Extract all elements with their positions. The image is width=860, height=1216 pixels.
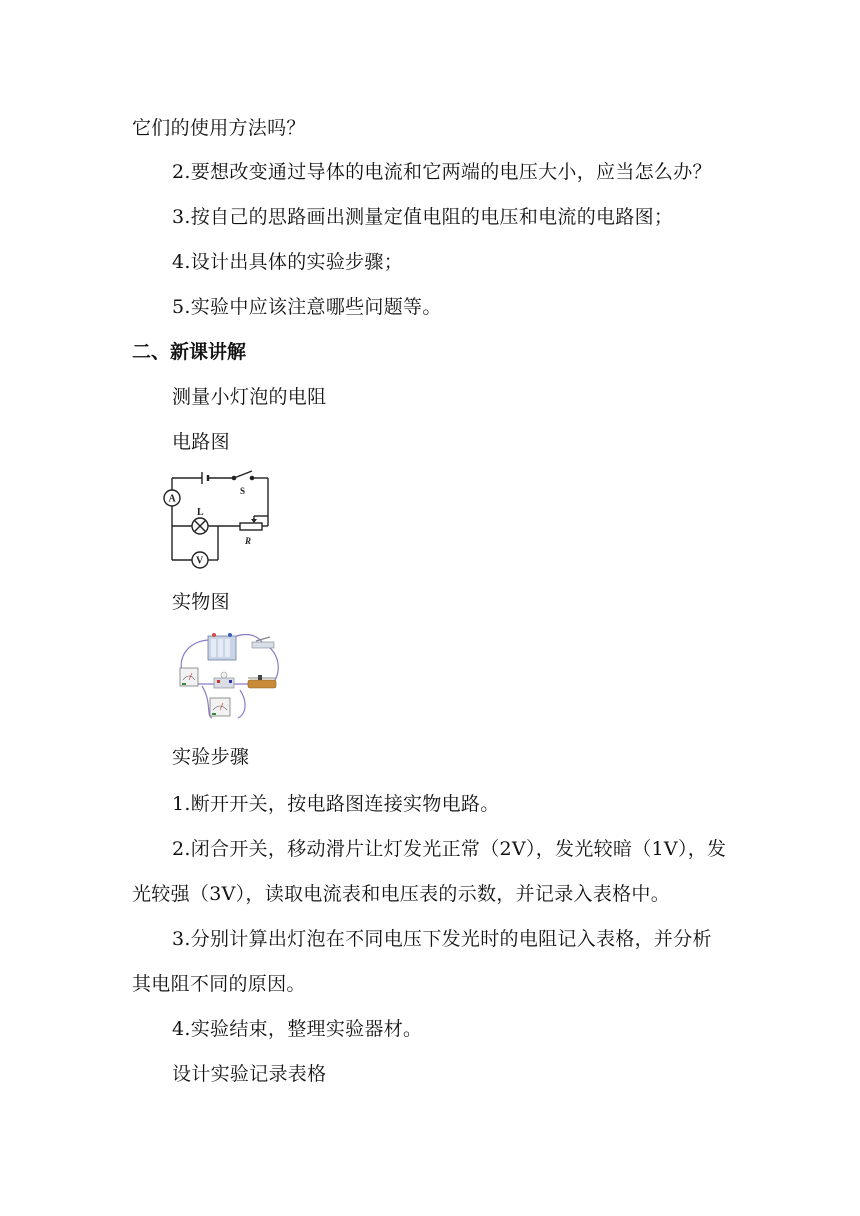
switch-icon	[252, 637, 274, 648]
circuit-caption: 电路图	[172, 431, 230, 453]
rheostat-label: R	[245, 536, 252, 546]
switch-label: S	[240, 486, 246, 496]
step-3-line-1: 3.分别计算出灯泡在不同电压下发光时的电阻记入表格，并分析	[172, 928, 712, 950]
physical-caption: 实物图	[172, 591, 230, 613]
wire-5	[238, 690, 245, 718]
lesson-topic: 测量小灯泡的电阻	[172, 386, 327, 408]
step-2-line-2: 光较强（3V），读取电流表和电压表的示数，并记录入表格中。	[132, 883, 671, 905]
step-2-line-1: 2.闭合开关，移动滑片让灯发光正常（2V），发光较暗（1V），发	[172, 838, 727, 860]
ammeter-label: A	[168, 493, 176, 505]
voltmeter-label: V	[196, 555, 204, 567]
ammeter-icon	[180, 668, 198, 686]
circuit-diagram	[160, 466, 280, 572]
table-title: 设计实验记录表格	[172, 1063, 327, 1085]
paragraph-continuation: 它们的使用方法吗？	[132, 117, 306, 139]
battery-box-icon	[208, 633, 236, 660]
voltmeter-icon	[210, 698, 230, 716]
rheostat-icon	[248, 675, 276, 688]
section-heading: 二、新课讲解	[132, 341, 247, 363]
question-4: 4.设计出具体的实验步骤；	[172, 251, 404, 273]
step-4: 4.实验结束，整理实验器材。	[172, 1018, 423, 1040]
switch-blade	[234, 471, 252, 478]
lamp-icon	[214, 672, 234, 688]
lamp-label: L	[197, 507, 204, 518]
question-5: 5.实验中应该注意哪些问题等。	[172, 296, 442, 318]
rheostat-body	[240, 523, 262, 530]
question-3: 3.按自己的思路画出测量定值电阻的电压和电流的电路图；	[172, 206, 674, 228]
step-3-line-2: 其电阻不同的原因。	[132, 973, 306, 995]
steps-title: 实验步骤	[172, 746, 250, 768]
question-2: 2.要想改变通过导体的电流和它两端的电压大小，应当怎么办？	[172, 161, 712, 183]
apparatus-image	[172, 628, 284, 720]
step-1: 1.断开开关，按电路图连接实物电路。	[172, 793, 500, 815]
